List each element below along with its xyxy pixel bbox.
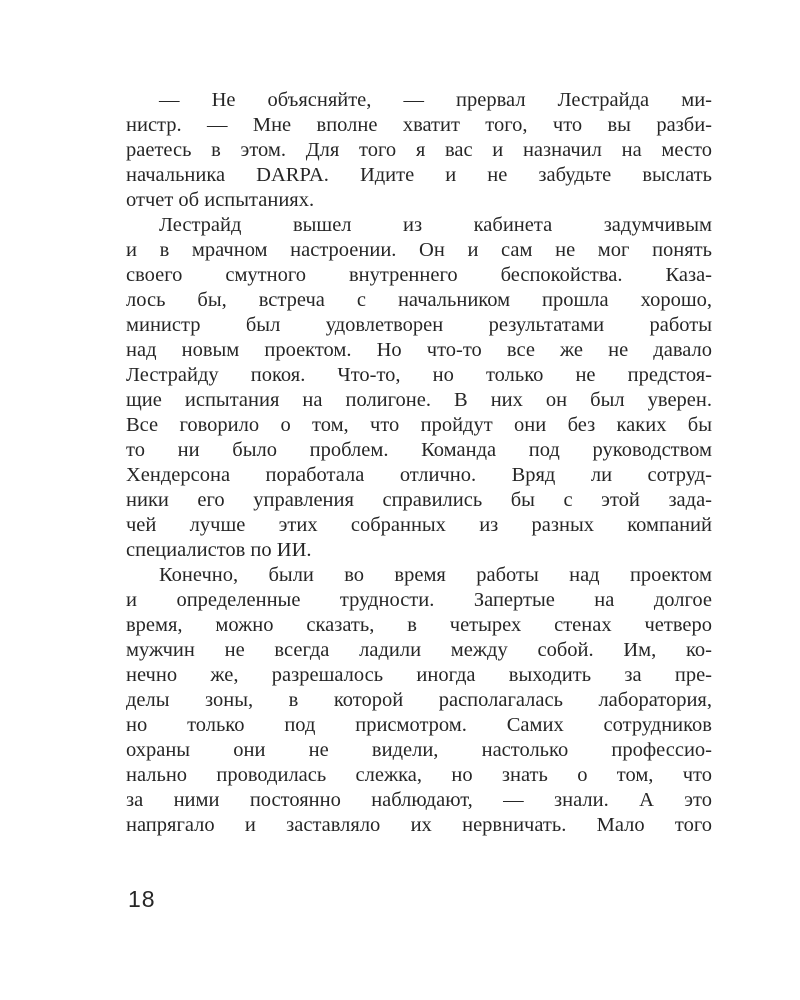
paragraph	[126, 213, 712, 563]
text-line: Конечно, были во время работы над проектом	[159, 564, 712, 586]
text-line: то ни было проблем. Команда под руководством	[126, 439, 712, 461]
text-line: отчет об испытаниях.	[126, 189, 315, 211]
text-line: своего смутного внутреннего беспокойства. Каза-	[126, 264, 712, 286]
text-line: и определенные трудности. Запертые на долгое	[126, 589, 712, 611]
text-line: ники его управления справились бы с этой зада-	[126, 489, 712, 511]
text-line: над новым проектом. Но что-то все же не давало	[126, 339, 712, 361]
text-line: нистр. — Мне вполне хватит того, что вы разби-	[126, 114, 712, 136]
text-line: мужчин не всегда ладили между собой. Им, ко-	[126, 639, 712, 661]
text-line: за ними постоянно наблюдают, — знали. А это	[126, 789, 712, 811]
text-line: — Не объясняйте, — прервал Лестрайда ми-	[159, 89, 712, 111]
text-line: специалистов по ИИ.	[126, 539, 312, 561]
page-number: 18	[128, 886, 156, 912]
paragraph	[126, 563, 712, 838]
text-line: чей лучше этих собранных из разных компаний	[126, 514, 712, 536]
text-line: начальника DARPA. Идите и не забудьте выслать	[126, 164, 712, 186]
text-line: но только под присмотром. Самих сотрудников	[126, 714, 712, 736]
text-line: раетесь в этом. Для того я вас и назначил на место	[126, 139, 712, 161]
text-line: лось бы, встреча с начальником прошла хорошо,	[126, 289, 712, 311]
paragraph	[126, 88, 712, 213]
text-line: Лестрайду покоя. Что-то, но только не предстоя-	[126, 364, 712, 386]
text-line: напрягало и заставляло их нервничать. Мало того	[126, 814, 712, 836]
text-line: нально проводилась слежка, но знать о том, что	[126, 764, 712, 786]
text-line: время, можно сказать, в четырех стенах четверо	[126, 614, 712, 636]
text-line: охраны они не видели, настолько профессио-	[126, 739, 712, 761]
text-line: министр был удовлетворен результатами работы	[126, 314, 712, 336]
text-line: делы зоны, в которой располагалась лаборатория,	[126, 689, 712, 711]
text-line: Хендерсона поработала отлично. Вряд ли сотруд-	[126, 464, 712, 486]
text-line: Все говорило о том, что пройдут они без каких бы	[126, 414, 712, 436]
page-text	[126, 88, 712, 838]
text-line: и в мрачном настроении. Он и сам не мог понять	[126, 239, 712, 261]
text-line: Лестрайд вышел из кабинета задумчивым	[159, 214, 712, 236]
text-line: щие испытания на полигоне. В них он был уверен.	[126, 389, 712, 411]
text-line: нечно же, разрешалось иногда выходить за пре-	[126, 664, 712, 686]
